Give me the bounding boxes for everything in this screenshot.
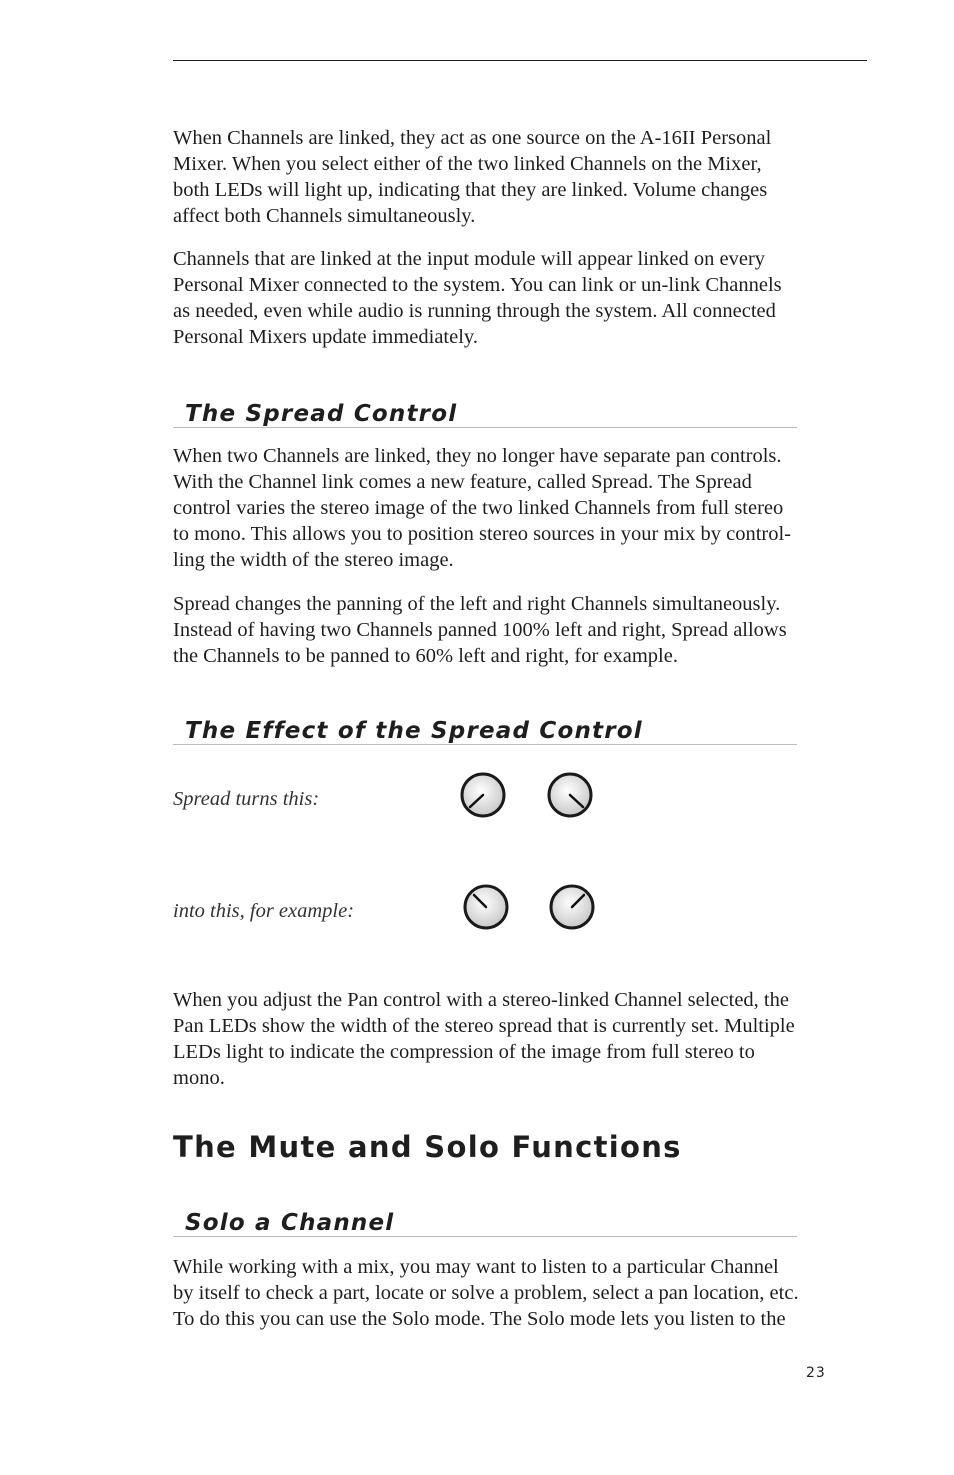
caption-spread-turns-this: Spread turns this: xyxy=(173,788,320,810)
heading-effect-of-spread: The Effect of the Spread Control xyxy=(173,712,797,745)
paragraph-spread-intro: When two Channels are linked, they no longer have separate pan controls. With the Channel link comes a new feature, called Spread. The Spread control varies the stereo image of the two linked Channels from full stereo to mono. This allows you to position stereo sources in your mix by control- ling the width of the stereo image. xyxy=(173,445,791,571)
heading-spread-control: The Spread Control xyxy=(173,395,797,428)
caption-into-this: into this, for example: xyxy=(173,900,355,922)
top-rule xyxy=(173,60,867,61)
paragraph-spread-panning: Spread changes the panning of the left and right Channels simultaneously. Instead of having two Channels panned 100% left and right, Spread allows the Channels to be panned to 60% left and right, for example. xyxy=(173,593,787,667)
paragraph-pan-leds: When you adjust the Pan control with a stereo-linked Channel selected, the Pan LEDs show the width of the stereo spread that is currently set. Multiple LEDs light to indicate the compression of the image from full stereo to mono. xyxy=(173,989,795,1089)
paragraph-solo-intro: While working with a mix, you may want to listen to a particular Channel by itself to check a part, locate or solve a problem, select a pan location, etc. To do this you can use the Solo mode. The Solo mode lets you listen to the xyxy=(173,1256,799,1330)
paragraph-linked-at-input: Channels that are linked at the input module will appear linked on every Personal Mixer connected to the system. You can link or un-link Channels as needed, even while audio is running through the system. All connected Personal Mixers update immediately. xyxy=(173,248,782,348)
pan-knob-right-full-icon xyxy=(546,771,594,819)
page-number: 23 xyxy=(806,1365,826,1381)
pan-knob-left-partial-icon xyxy=(462,883,510,931)
heading-solo-a-channel: Solo a Channel xyxy=(173,1204,797,1237)
paragraph-linked-channels: When Channels are linked, they act as one source on the A-16II Personal Mixer. When you select either of the two linked Channels on the Mixer, both LEDs will light up, indicating that they are linked. Volume changes affect both Channels simultaneously. xyxy=(173,127,772,227)
pan-knob-left-full-icon xyxy=(459,771,507,819)
pan-knob-right-partial-icon xyxy=(548,883,596,931)
heading-mute-and-solo: The Mute and Solo Functions xyxy=(173,1130,682,1164)
